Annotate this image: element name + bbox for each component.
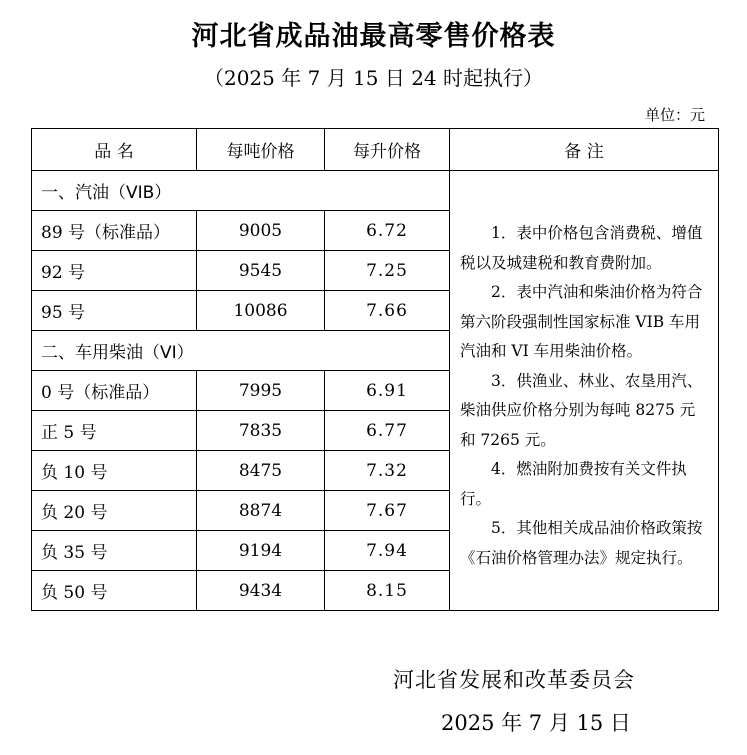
section-diesel: 二、车用柴油（VI） xyxy=(32,331,450,371)
header-per-liter: 每升价格 xyxy=(325,129,450,171)
note-item: 2．表中汽油和柴油价格为符合第六阶段强制性国家标准 VIB 车用汽油和 VI 车用柴油价格。 xyxy=(460,283,703,360)
price-per-liter: 8.15 xyxy=(325,571,450,611)
section-gasoline: 一、汽油（VIB） xyxy=(32,171,450,211)
section-row-gasoline xyxy=(32,171,719,211)
price-per-ton: 8475 xyxy=(197,451,325,491)
note-item: 4．燃油附加费按有关文件执行。 xyxy=(460,460,687,508)
price-per-ton: 9545 xyxy=(197,251,325,291)
price-per-liter: 7.25 xyxy=(325,251,450,291)
price-per-liter: 6.77 xyxy=(325,411,450,451)
price-per-liter: 7.32 xyxy=(325,451,450,491)
price-per-liter: 7.66 xyxy=(325,291,450,331)
price-per-ton: 9005 xyxy=(197,211,325,251)
notes-cell xyxy=(450,171,719,611)
note-item: 5．其他相关成品油价格政策按《石油价格管理办法》规定执行。 xyxy=(460,519,703,567)
product-name: 正 5 号 xyxy=(32,411,197,451)
price-per-liter: 6.72 xyxy=(325,211,450,251)
issue-date: 2025 年 7 月 15 日 xyxy=(441,711,631,735)
header-notes: 备 注 xyxy=(450,129,719,171)
price-per-ton: 10086 xyxy=(197,291,325,331)
header-per-ton: 每吨价格 xyxy=(197,129,325,171)
price-per-ton: 9194 xyxy=(197,531,325,571)
header-name: 品 名 xyxy=(32,129,197,171)
note-item: 1．表中价格包含消费税、增值税以及城建税和教育费附加。 xyxy=(460,224,703,272)
product-name: 负 10 号 xyxy=(32,451,197,491)
table-header-row xyxy=(32,129,719,171)
effective-date-subtitle: （2025 年 7 月 15 日 24 时起执行） xyxy=(203,66,544,90)
price-per-ton: 7995 xyxy=(197,371,325,411)
product-name: 95 号 xyxy=(32,291,197,331)
product-name: 负 20 号 xyxy=(32,491,197,531)
price-per-ton: 8874 xyxy=(197,491,325,531)
product-name: 负 35 号 xyxy=(32,531,197,571)
price-per-liter: 6.91 xyxy=(325,371,450,411)
product-name: 0 号（标准品） xyxy=(32,371,197,411)
document-title: 河北省成品油最高零售价格表 xyxy=(191,21,556,52)
issuing-organization: 河北省发展和改革委员会 xyxy=(393,668,635,692)
note-item: 3．供渔业、林业、农垦用汽、柴油供应价格分别为每吨 8275 元和 7265 元。 xyxy=(460,371,703,449)
price-per-liter: 7.67 xyxy=(325,491,450,531)
price-table xyxy=(31,128,719,611)
price-per-liter: 7.94 xyxy=(325,531,450,571)
product-name: 89 号（标准品） xyxy=(32,211,197,251)
unit-label: 单位：元 xyxy=(644,106,705,124)
product-name: 负 50 号 xyxy=(32,571,197,611)
price-per-ton: 7835 xyxy=(197,411,325,451)
price-per-ton: 9434 xyxy=(197,571,325,611)
product-name: 92 号 xyxy=(32,251,197,291)
